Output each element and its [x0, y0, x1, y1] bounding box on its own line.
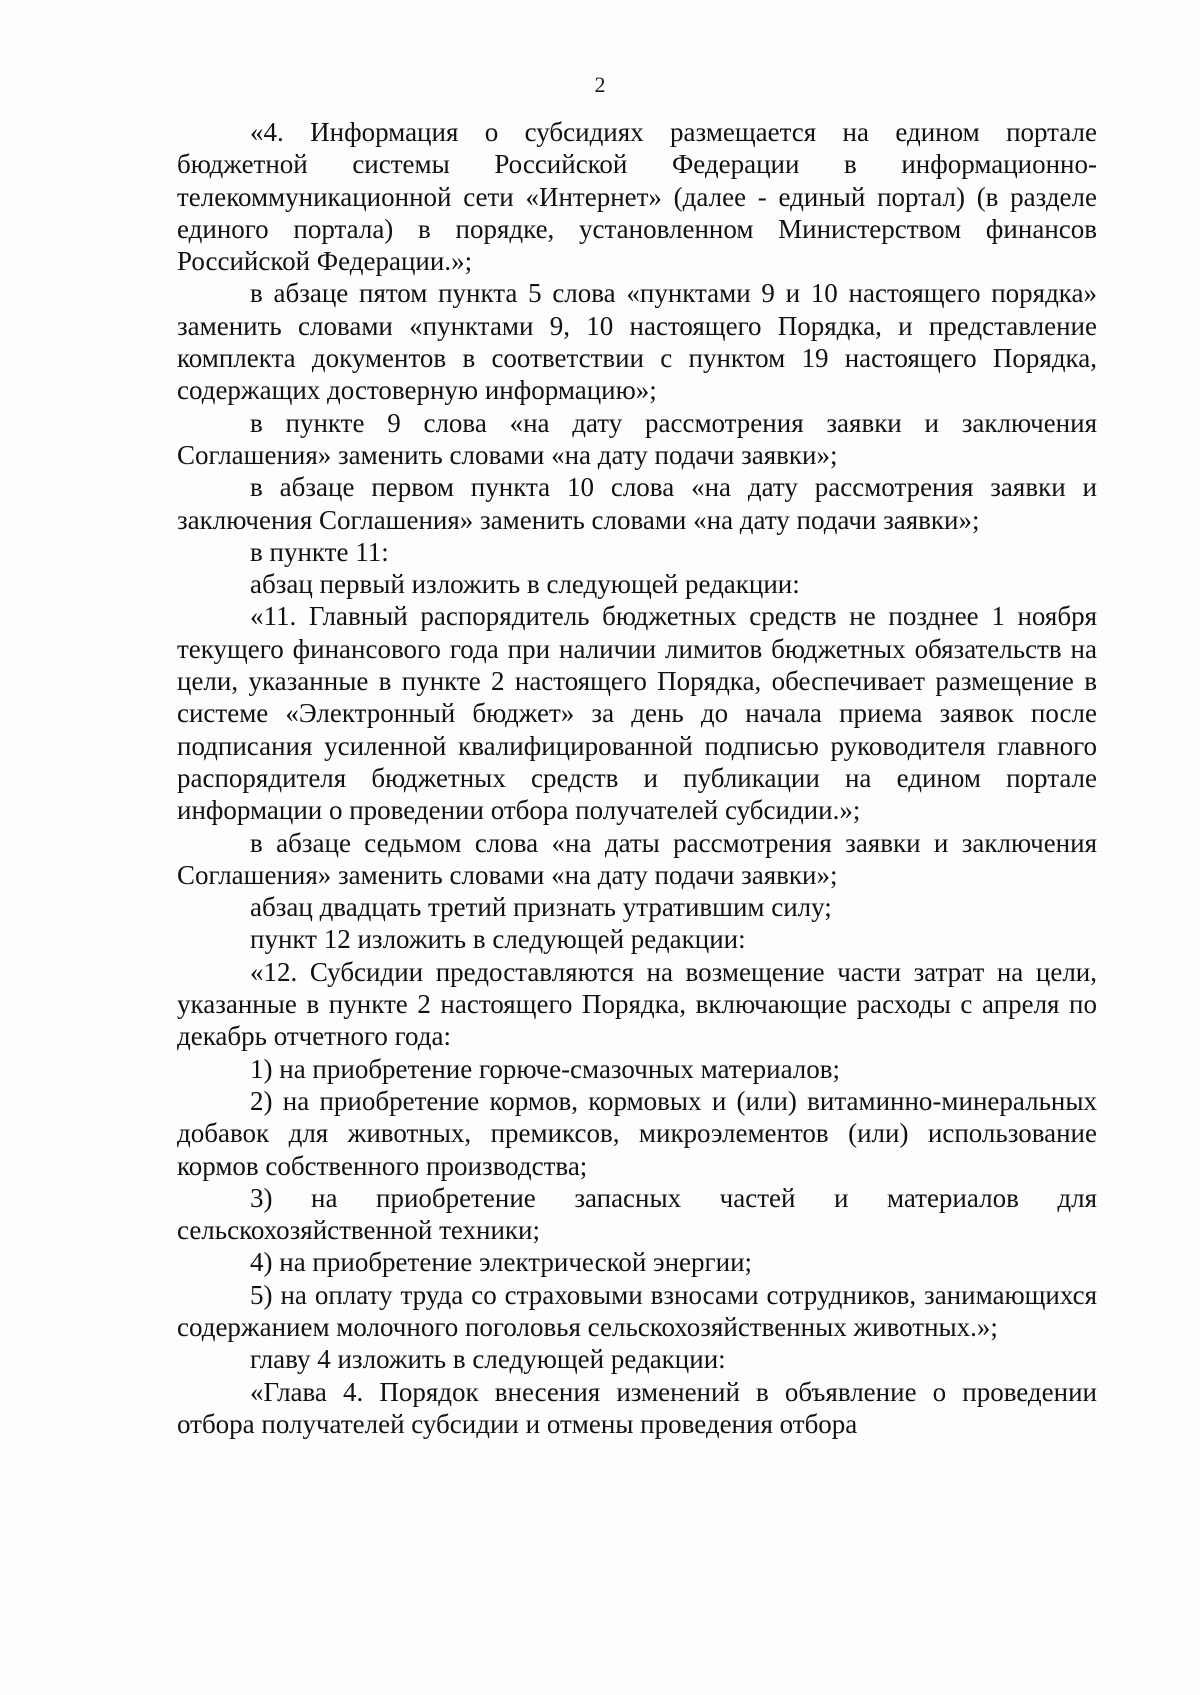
- page-number: 2: [594, 72, 606, 97]
- list-item: 5) на оплату труда со страховыми взносами сотрудников, занимающихся содержанием молочного поголовья сельскохозяйственных животных.»;: [177, 1279, 1097, 1342]
- list-item: 1) на приобретение горюче-смазочных материалов;: [250, 1053, 841, 1084]
- document-body: [177, 116, 1097, 1440]
- paragraph: абзац двадцать третий признать утратившим силу;: [250, 892, 832, 923]
- chapter-heading: «Глава 4. Порядок внесения изменений в объявление о проведении отбора получателей субсидии и отмены проведения отбора: [177, 1376, 1097, 1439]
- paragraph: пункт 12 изложить в следующей редакции:: [250, 924, 746, 955]
- paragraph: «11. Главный распорядитель бюджетных средств не позднее 1 ноября текущего финансового года при наличии лимитов бюджетных обязательств на цели, указанные в пункте 2 настоящего Порядка, обеспечивает размещение в системе «Электронный бюджет» за день до начала приема заявок после подписания усиленной квалифицированной подписью руководителя главного распорядителя бюджетных средств и публикации на едином портале информации о проведении отбора получателей субсидии.»;: [177, 601, 1097, 826]
- paragraph: в пункте 11:: [250, 536, 389, 567]
- paragraph: в абзаце пятом пункта 5 слова «пунктами 9 и 10 настоящего порядка» заменить словами «пунктами 9, 10 настоящего Порядка, и представление комплекта документов в соответствии с пунктом 19 настоящего Порядка, содержащих достоверную информацию»;: [177, 278, 1097, 406]
- paragraph: «4. Информация о субсидиях размещается на едином портале бюджетной системы Российской Федерации в информационно-телекоммуникационной сети «Интернет» (далее - единый портал) (в разделе единого портала) в порядке, установленном Министерством финансов Российской Федерации.»;: [177, 117, 1097, 277]
- paragraph: «12. Субсидии предоставляются на возмещение части затрат на цели, указанные в пункте 2 настоящего Порядка, включающие расходы с апреля по декабрь отчетного года:: [177, 956, 1097, 1052]
- paragraph: в абзаце седьмом слова «на даты рассмотрения заявки и заключения Соглашения» заменить словами «на дату подачи заявки»;: [177, 827, 1097, 890]
- paragraph: абзац первый изложить в следующей редакции:: [250, 569, 800, 600]
- list-item: 4) на приобретение электрической энергии;: [250, 1247, 753, 1278]
- list-item: 2) на приобретение кормов, кормовых и (или) витаминно-минеральных добавок для животных, премиксов, микроэлементов (или) использование кормов собственного производства;: [177, 1085, 1097, 1181]
- paragraph: главу 4 изложить в следующей редакции:: [250, 1344, 726, 1375]
- list-item: 3) на приобретение запасных частей и материалов для сельскохозяйственной техники;: [177, 1182, 1097, 1246]
- paragraph: в абзаце первом пункта 10 слова «на дату рассмотрения заявки и заключения Соглашения» заменить словами «на дату подачи заявки»;: [177, 472, 1097, 535]
- paragraph: в пункте 9 слова «на дату рассмотрения заявки и заключения Соглашения» заменить словами «на дату подачи заявки»;: [177, 407, 1097, 470]
